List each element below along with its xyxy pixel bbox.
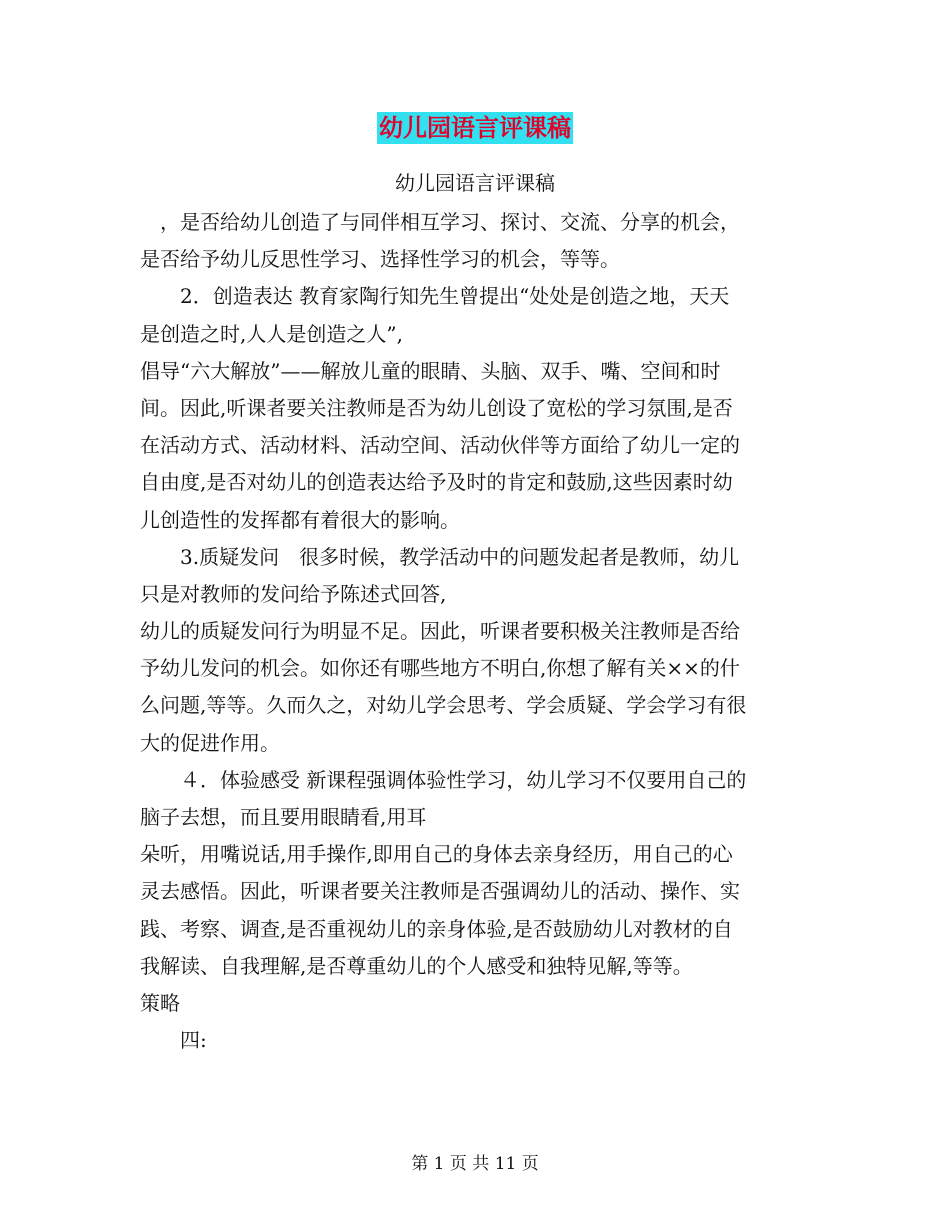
paragraph-line: 2．创造表达 教育家陶行知先生曾提出“处处是创造之地，天天 — [140, 284, 730, 309]
paragraph-line: 倡导“六大解放”——解放儿童的眼睛、头脑、双手、嘴、空间和时 — [140, 358, 721, 383]
paragraph-line: 朵听，用嘴说话,用手操作,即用自己的身体去亲身经历，用自己的心 — [140, 842, 733, 867]
paragraph-line: 么问题,等等。久而久之，对幼儿学会思考、学会质疑、学会学习有很 — [140, 693, 747, 718]
document-title: 幼儿园语言评课稿 — [379, 114, 571, 142]
document-body — [140, 204, 820, 1059]
paragraph-line: 自由度,是否对幼儿的创造表达给予及时的肯定和鼓励,这些因素时幼 — [140, 470, 733, 495]
paragraph-line: 大的促进作用。 — [140, 730, 280, 755]
paragraph-line: ４．体验感受 新课程强调体验性学习，幼儿学习不仅要用自己的 — [140, 767, 747, 792]
paragraph-line: 间。因此,听课者要关注教师是否为幼儿创设了宽松的学习氛围,是否 — [140, 395, 733, 420]
paragraph-line: 灵去感悟。因此，听课者要关注教师是否强调幼儿的活动、操作、实 — [140, 879, 740, 904]
paragraph-line: 予幼儿发问的机会。如你还有哪些地方不明白,你想了解有关××的什 — [140, 656, 740, 681]
paragraph-line: 策略 — [140, 990, 180, 1015]
paragraph-line: 只是对教师的发问给予陈述式回答, — [140, 581, 447, 606]
paragraph-line: 儿创造性的发挥都有着很大的影响。 — [140, 507, 460, 532]
paragraph-line: 在活动方式、活动材料、活动空间、活动伙伴等方面给了幼儿一定的 — [140, 433, 740, 458]
paragraph-line: 我解读、自我理解,是否尊重幼儿的个人感受和独特见解,等等。 — [140, 953, 693, 978]
paragraph-line: 脑子去想，而且要用眼睛看,用耳 — [140, 805, 427, 829]
title-container — [0, 112, 950, 144]
paragraph-line: 四: — [140, 1028, 207, 1053]
paragraph-line: 幼儿的质疑发问行为明显不足。因此，听课者要积极关注教师是否给 — [140, 619, 740, 644]
paragraph-line: ，是否给幼儿创造了与同伴相互学习、探讨、交流、分享的机会， — [140, 210, 740, 234]
paragraph-line: 是创造之时,人人是创造之人”, — [140, 321, 403, 346]
paragraph-line: 是否给予幼儿反思性学习、选择性学习的机会，等等。 — [140, 247, 620, 272]
page-footer: 第 1 页 共 11 页 — [411, 1154, 539, 1174]
paragraph-line: 3.质疑发问 很多时候，教学活动中的问题发起者是教师，幼儿 — [140, 544, 740, 569]
document-subtitle: 幼儿园语言评课稿 — [395, 171, 555, 195]
paragraph-line: 践、考察、调查,是否重视幼儿的亲身体验,是否鼓励幼儿对教材的自 — [140, 916, 733, 941]
